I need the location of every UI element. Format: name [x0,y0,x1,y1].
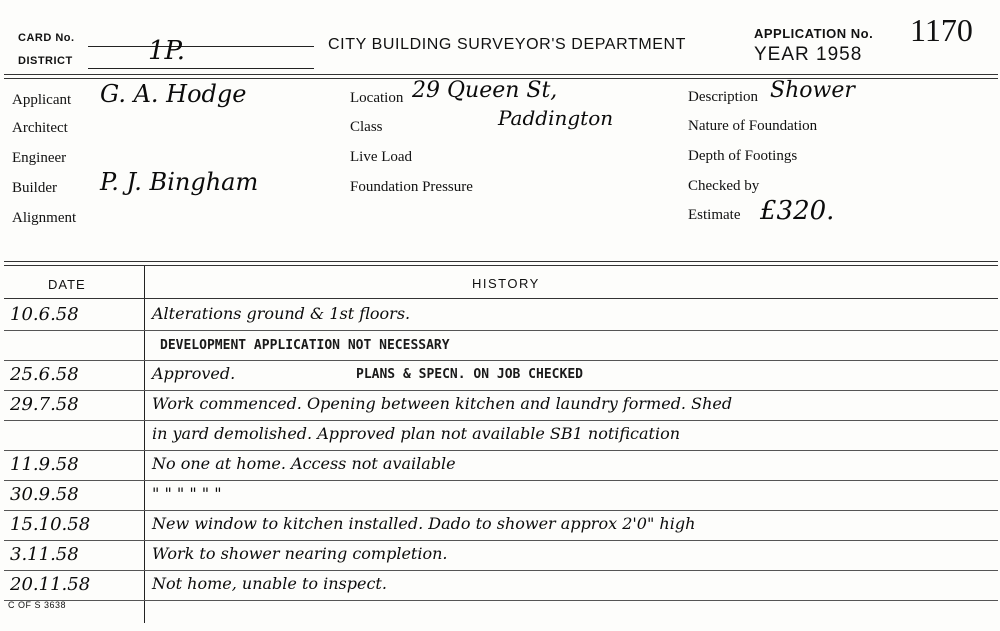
builder-value: P. J. Bingham [100,168,259,196]
checked-by-label: Checked by [688,178,760,194]
history-header-rule [4,298,998,299]
district-label: DISTRICT [18,55,73,67]
foundation-pressure-label: Foundation Pressure [350,179,473,195]
history-row-rule [4,420,998,421]
application-no-label: APPLICATION No. [754,26,874,41]
history-row-rule [4,570,998,571]
architect-label: Architect [12,120,68,136]
department-title: CITY BUILDING SURVEYOR'S DEPARTMENT [328,36,687,53]
history-row-text: Approved. [152,364,236,383]
history-row-date: 20.11.58 [10,574,91,595]
estimate-label: Estimate [688,207,741,223]
history-row-text: Not home, unable to inspect. [152,574,387,593]
history-row-text: " " " " " " [152,484,222,503]
history-row-date: 3.11.58 [10,544,79,565]
header-divider [4,74,998,75]
description-value: Shower [770,78,855,103]
applicant-label: Applicant [12,92,72,108]
history-row-date: 11.9.58 [10,454,79,475]
alignment-label: Alignment [12,210,77,226]
history-row-rule [4,510,998,511]
year-label: YEAR 1958 [754,44,863,65]
history-row-rule [4,540,998,541]
history-row-text: Work commenced. Opening between kitchen and laundry formed. Shed [152,394,733,413]
district-underline [88,68,314,69]
history-row-text: in yard demolished. Approved plan not available SB1 notification [152,424,681,443]
date-column-header: DATE [48,277,86,292]
form-code: C OF S 3638 [8,600,67,610]
history-row-rule [4,330,998,331]
history-row-date: 25.6.58 [10,364,79,385]
location-value: 29 Queen St, [412,78,558,103]
nature-of-foundation-label: Nature of Foundation [688,118,818,134]
history-column-header: HISTORY [472,276,540,291]
live-load-label: Live Load [350,149,413,165]
history-row-date: 29.7.58 [10,394,79,415]
district-value: 1P. [148,36,186,66]
card-no-underline [88,46,314,47]
history-row-rule [4,390,998,391]
history-row-rule [4,600,998,601]
history-row-text: Work to shower nearing completion. [152,544,448,563]
fields-divider [4,261,998,262]
history-row-text: Alterations ground & 1st floors. [152,304,411,323]
builder-label: Builder [12,180,57,196]
depth-of-footings-label: Depth of Footings [688,148,798,164]
history-row-text: No one at home. Access not available [152,454,456,473]
applicant-value: G. A. Hodge [100,80,247,108]
card-no-label: CARD No. [18,32,75,44]
history-row-text: New window to kitchen installed. Dado to shower approx 2'0" high [152,514,696,533]
location-value-2: Paddington [498,106,614,130]
estimate-value: £320. [760,196,835,226]
application-number: 1170 [910,12,973,48]
class-label: Class [350,119,383,135]
location-label: Location [350,90,404,106]
history-row-date: 30.9.58 [10,484,79,505]
fields-divider-2 [4,265,998,266]
engineer-label: Engineer [12,150,67,166]
history-row-rule [4,450,998,451]
history-row-stamp: PLANS & SPECN. ON JOB CHECKED [356,367,583,382]
history-row-date: 10.6.58 [10,304,79,325]
history-row-stamp: DEVELOPMENT APPLICATION NOT NECESSARY [160,338,450,353]
history-row-rule [4,480,998,481]
history-row-date: 15.10.58 [10,514,91,535]
history-row-rule [4,360,998,361]
description-label: Description [688,89,758,105]
